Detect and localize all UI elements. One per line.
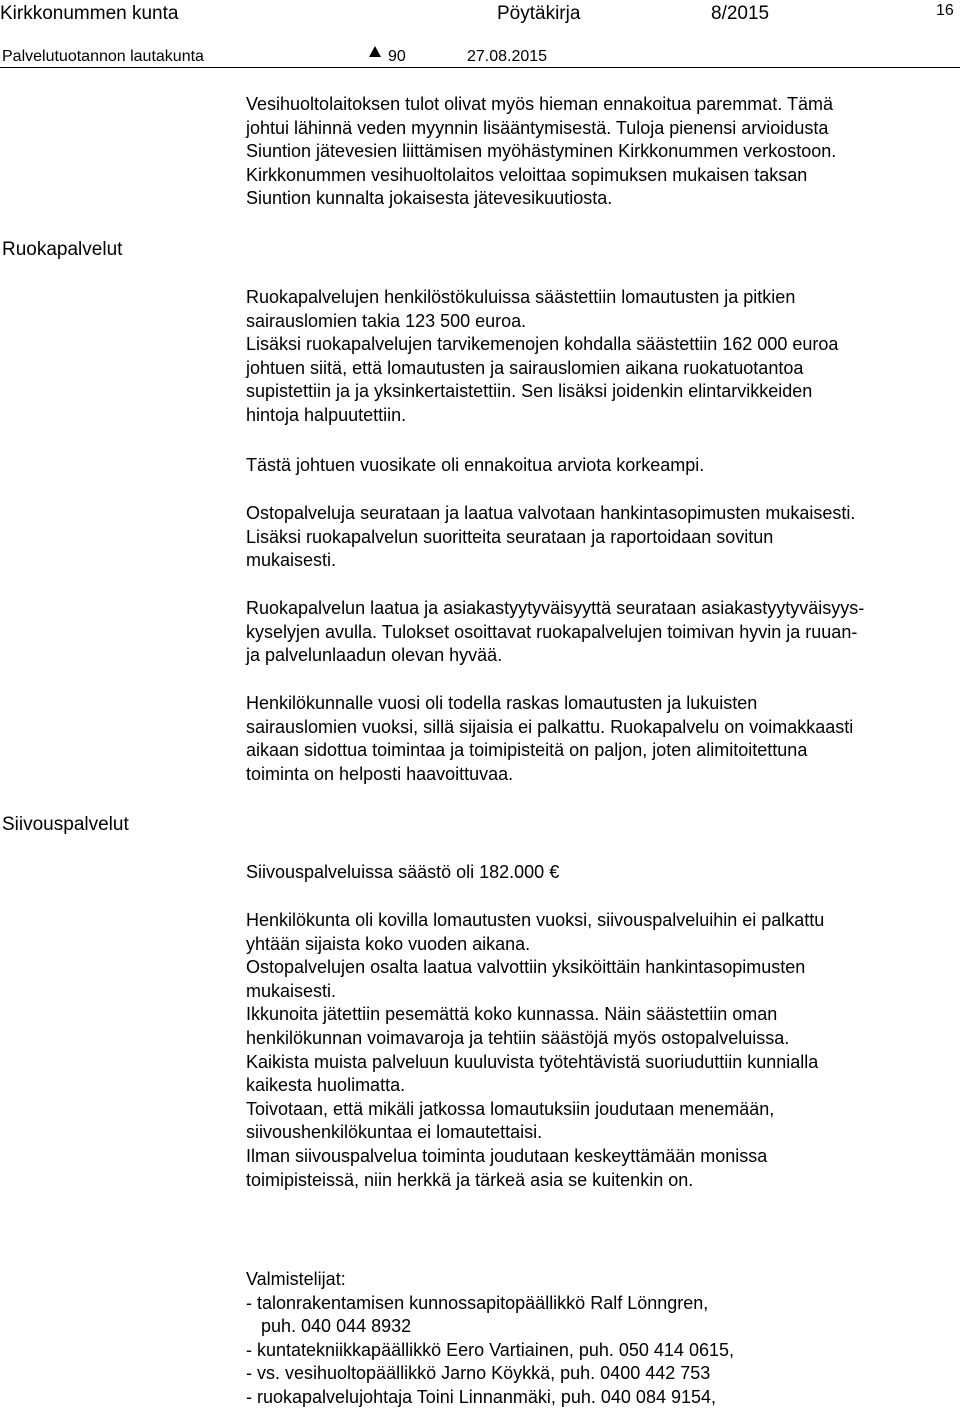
meeting-date: 27.08.2015 <box>467 48 548 65</box>
text-line: - kuntatekniikkapäällikkö Eero Vartiainen, puh. 050 414 0615, <box>246 1339 734 1360</box>
text-line: Tästä johtuen vuosikate oli ennakoitua arviota korkeampi. <box>246 455 705 475</box>
text-line: Ruokapalvelujen henkilöstökuluissa säästettiin lomautusten ja pitkien <box>246 287 796 307</box>
text-line: Ostopalvelujen osalta laatua valvottiin yksiköittäin hankintasopimusten <box>246 957 806 978</box>
text-line: Vesihuoltolaitoksen tulot olivat myös hieman ennakoitua paremmat. Tämä <box>246 94 833 114</box>
text-line: sairauslomien takia 123 500 euroa. <box>246 310 527 331</box>
section-heading-siivouspalvelut: Siivouspalvelut <box>2 814 129 835</box>
page-number: 16 <box>936 2 954 19</box>
text-line: sairauslomien vuoksi, sillä sijaisia ei palkattu. Ruokapalvelu on voimakkaasti <box>246 716 854 737</box>
text-line: kaikesta huolimatta. <box>246 1075 406 1096</box>
text-line: aikaan sidottua toimintaa ja toimipisteitä on paljon, joten alimitoitettuna <box>246 740 808 761</box>
text-line: yhtään sijaista koko vuoden aikana. <box>246 933 531 954</box>
document-number: 8/2015 <box>711 3 770 24</box>
section-number: 90 <box>388 48 406 65</box>
text-line: Henkilökunnalle vuosi oli todella raskas lomautusten ja lukuisten <box>246 693 758 713</box>
committee-name: Palvelutuotannon lautakunta <box>2 48 204 65</box>
section-marker-icon <box>369 46 381 57</box>
header-divider <box>0 67 960 68</box>
text-line: Toivotaan, että mikäli jatkossa lomautuksiin joudutaan menemään, <box>246 1098 775 1119</box>
text-line: siivoushenkilökuntaa ei lomautettaisi. <box>246 1122 543 1143</box>
text-line: Ostopalveluja seurataan ja laatua valvotaan hankintasopimusten mukaisesti. <box>246 503 856 523</box>
paragraph-water-utility <box>246 93 958 211</box>
text-line: - vs. vesihuoltopäällikkö Jarno Köykkä, puh. 0400 442 753 <box>246 1363 711 1384</box>
text-line: johtuen siitä, että lomautusten ja sairauslomien aikana ruokatuotantoa <box>246 357 804 378</box>
text-line: Henkilökunta oli kovilla lomautusten vuoksi, siivouspalveluihin ei palkattu <box>246 910 825 930</box>
text-line: johtui lähinnä veden myynnin lisääntymisestä. Tuloja pienensi arvioidusta <box>246 117 829 138</box>
text-line: Ruokapalvelun laatua ja asiakastyytyväisyyttä seurataan asiakastyytyväisyys- <box>246 598 865 618</box>
text-line: Siuntion kunnalta jokaisesta jätevesikuutiosta. <box>246 188 613 209</box>
text-line: supistettiin ja ja yksinkertaistettiin. Sen lisäksi joidenkin elintarvikkeiden <box>246 381 813 402</box>
text-line: ja palvelunlaadun olevan hyvää. <box>246 645 503 666</box>
text-line: Valmistelijat: <box>246 1269 346 1289</box>
text-line: henkilökunnan voimavaroja ja tehtiin säästöjä myös ostopalveluissa. <box>246 1027 790 1048</box>
paragraph-preparers <box>246 1268 958 1410</box>
text-line: - talonrakentamisen kunnossapitopäällikkö Ralf Lönngren, <box>246 1292 709 1313</box>
text-line: hintoja halpuutettiin. <box>246 404 407 425</box>
text-line: toiminta on helposti haavoittuvaa. <box>246 763 514 784</box>
paragraph-cleaning-details <box>246 909 958 1192</box>
text-line: Siuntion jätevesien liittämisen myöhästyminen Kirkkonummen verkostoon. <box>246 141 837 162</box>
paragraph-staff <box>246 692 958 786</box>
text-line: - ruokapalvelujohtaja Toini Linnanmäki, puh. 040 084 9154, <box>246 1386 717 1407</box>
municipality-name: Kirkkonummen kunta <box>0 3 179 24</box>
paragraph-quality <box>246 597 958 668</box>
section-heading-ruokapalvelut: Ruokapalvelut <box>2 239 123 260</box>
paragraph-procurement <box>246 502 958 573</box>
text-line: Kirkkonummen vesihuoltolaitos veloittaa sopimuksen mukaisen taksan <box>246 164 808 185</box>
paragraph-food-savings <box>246 286 958 428</box>
paragraph-margin <box>246 454 958 478</box>
text-line: Ikkunoita jätettiin pesemättä koko kunnassa. Näin säästettiin oman <box>246 1004 778 1025</box>
text-line: kyselyjen avulla. Tulokset osoittavat ruokapalvelujen toimivan hyvin ja ruuan- <box>246 621 858 642</box>
text-line: mukaisesti. <box>246 550 337 571</box>
text-line: Ilman siivouspalvelua toiminta joudutaan keskeyttämään monissa <box>246 1145 768 1166</box>
document-type: Pöytäkirja <box>497 3 581 24</box>
text-line: puh. 040 044 8932 <box>246 1316 412 1337</box>
text-line: Kaikista muista palveluun kuuluvista työtehtävistä suoriuduttiin kunnialla <box>246 1051 819 1072</box>
text-line: mukaisesti. <box>246 980 337 1001</box>
paragraph-cleaning-savings <box>246 861 958 885</box>
text-line: Siivouspalveluissa säästö oli 182.000 € <box>246 862 560 882</box>
text-line: Lisäksi ruokapalvelujen tarvikemenojen kohdalla säästettiin 162 000 euroa <box>246 334 839 355</box>
text-line: toimipisteissä, niin herkkä ja tärkeä asia se kuitenkin on. <box>246 1169 694 1190</box>
text-line: Lisäksi ruokapalvelun suoritteita seurataan ja raportoidaan sovitun <box>246 526 774 547</box>
